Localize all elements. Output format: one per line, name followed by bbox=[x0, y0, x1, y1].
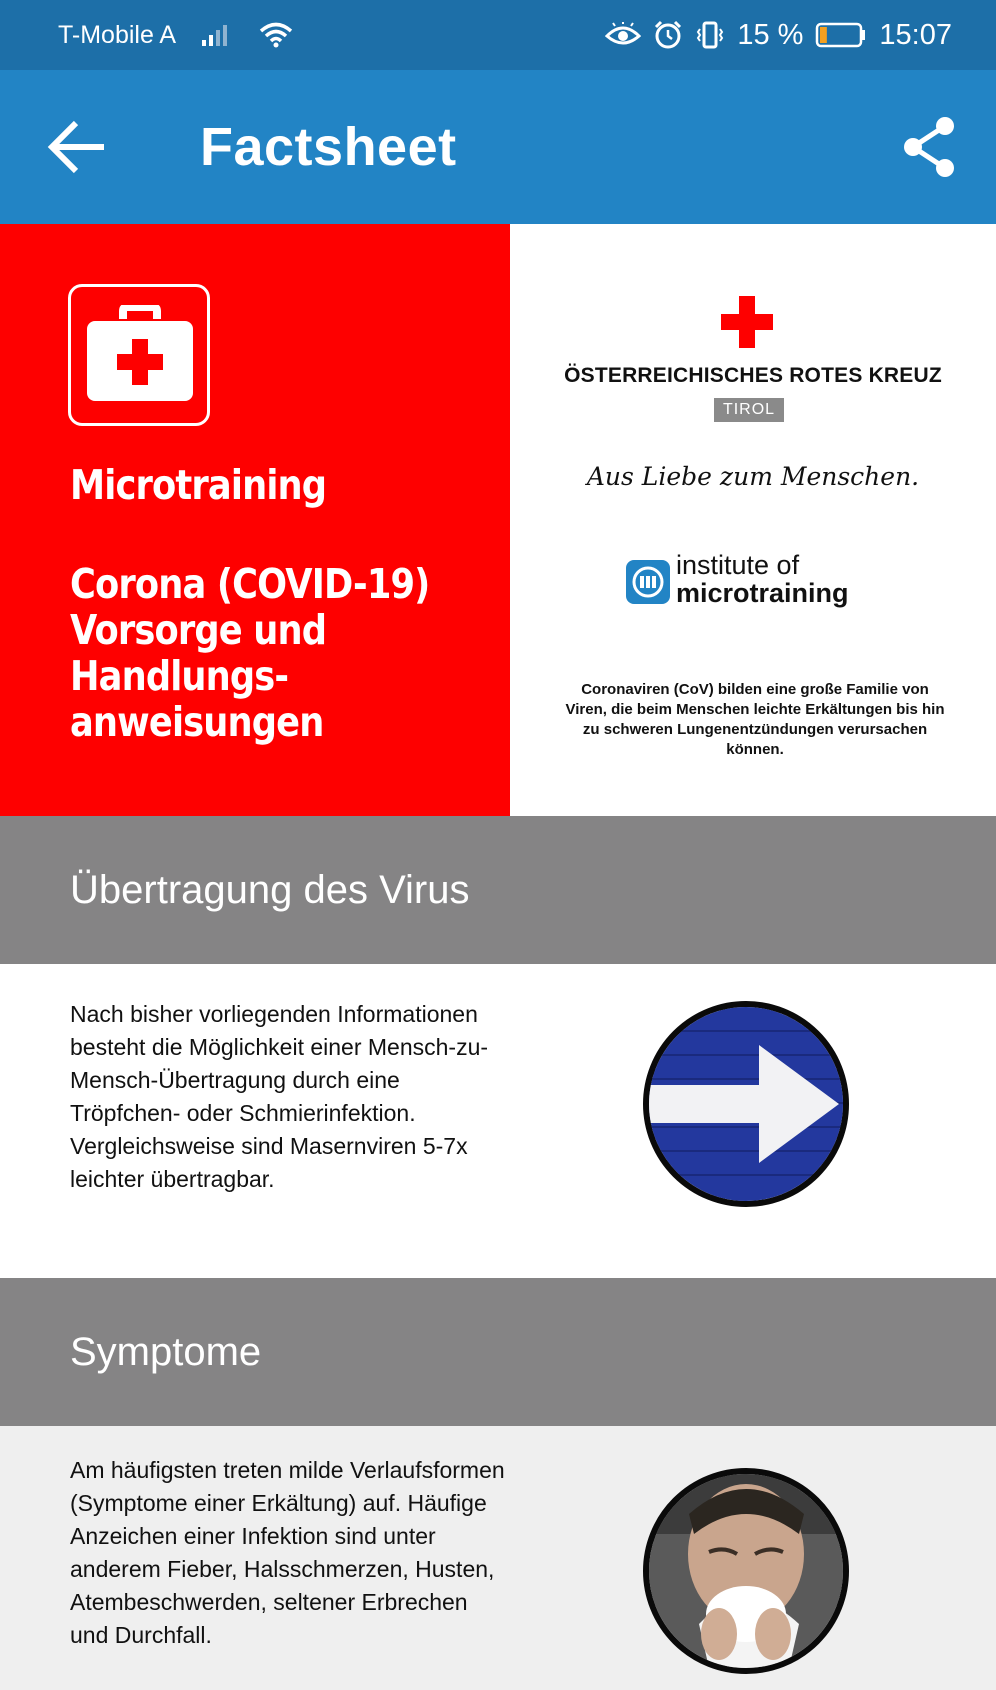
status-bar bbox=[0, 0, 996, 70]
sneezing-man-image bbox=[643, 1468, 849, 1674]
slogan: Aus Liebe zum Menschen. bbox=[586, 462, 920, 491]
hero-red-panel bbox=[0, 224, 510, 816]
hero-white-panel bbox=[510, 224, 996, 816]
partner-name-line2: microtraining bbox=[676, 578, 849, 608]
microtraining-logo-icon bbox=[626, 560, 670, 604]
hero-banner bbox=[0, 224, 996, 816]
section-title: Symptome bbox=[70, 1329, 262, 1374]
arrow-sign-image bbox=[643, 1001, 849, 1207]
section-body-transmission bbox=[0, 964, 996, 1278]
red-cross-logo-icon bbox=[721, 296, 773, 348]
vibrate-icon bbox=[695, 20, 725, 50]
section-header-symptoms bbox=[0, 1278, 996, 1426]
page-title: Factsheet bbox=[200, 117, 457, 177]
wifi-icon bbox=[258, 21, 294, 49]
back-arrow-icon bbox=[46, 116, 110, 178]
organization-region: TIROL bbox=[714, 398, 784, 422]
hero-title: Microtraining bbox=[70, 461, 327, 509]
hero-description: Coronaviren (CoV) bilden eine große Familie von Viren, die beim Menschen leichte Erkältungen bis hin zu schweren Lungenentzündungen verursachen können. bbox=[565, 681, 945, 758]
organization-name: ÖSTERREICHISCHES ROTES KREUZ bbox=[564, 364, 942, 387]
clock-time: 15:07 bbox=[879, 18, 952, 51]
first-aid-kit-icon bbox=[68, 284, 210, 426]
share-button[interactable] bbox=[902, 116, 958, 178]
alarm-icon bbox=[653, 20, 683, 50]
section-text: Am häufigsten treten milde Verlaufsformen (Symptome einer Erkältung) auf. Häufige Anzeichen einer Infektion sind unter anderem Fieber, Halsschmerzen, Husten, Atembeschwerden, seltener Erbrechen und Durchfall. bbox=[70, 1457, 505, 1648]
eye-icon bbox=[605, 22, 641, 48]
share-icon bbox=[902, 116, 958, 178]
signal-icon bbox=[200, 22, 234, 48]
section-header-transmission bbox=[0, 816, 996, 964]
section-text: Nach bisher vorliegenden Informationen besteht die Möglichkeit einer Mensch-zu-Mensch-Übertragung durch eine Tröpfchen- oder Schmierinfektion. Vergleichsweise sind Masernviren 5-7x leichter übertragbar. bbox=[70, 1001, 489, 1192]
battery-percent: 15 % bbox=[737, 18, 804, 51]
app-bar bbox=[0, 70, 996, 224]
back-button[interactable] bbox=[46, 116, 110, 178]
section-body-symptoms bbox=[0, 1426, 996, 1690]
battery-icon bbox=[815, 21, 867, 49]
hero-subtitle: Corona (COVID-19) Vorsorge und Handlungs- anweisungen bbox=[70, 560, 430, 746]
section-title: Übertragung des Virus bbox=[70, 867, 470, 912]
carrier-name: T-Mobile A bbox=[58, 20, 177, 49]
partner-name-line1: institute of bbox=[676, 550, 800, 580]
